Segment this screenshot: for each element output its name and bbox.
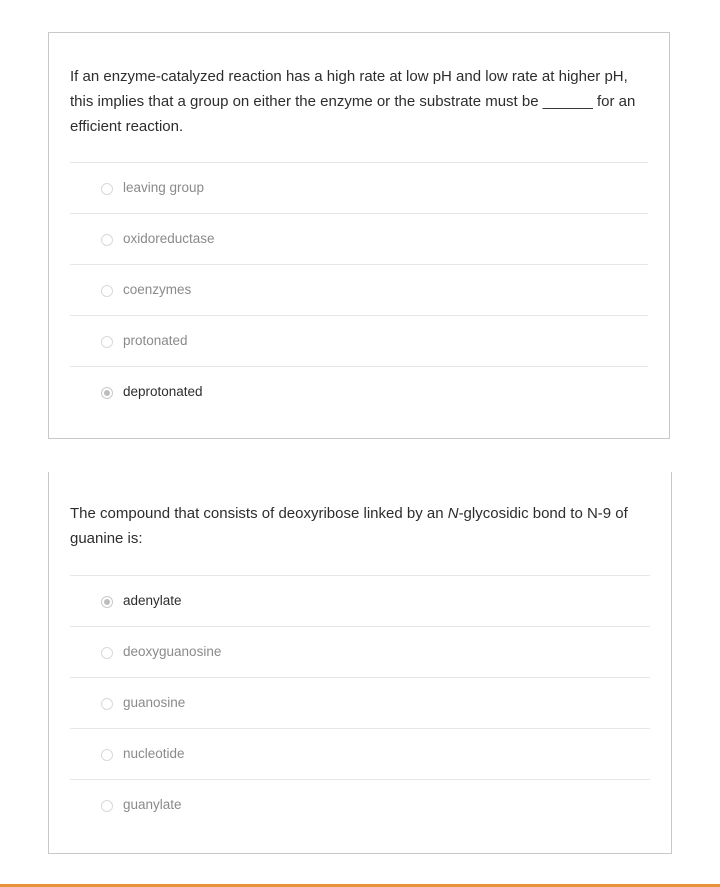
answer-option[interactable] bbox=[70, 213, 648, 264]
question-text: If an enzyme-catalyzed reaction has a high rate at low pH and low rate at higher pH, this implies that a group on either the enzyme or the substrate must be ______ for an efficient reaction. bbox=[70, 68, 636, 135]
radio-button[interactable] bbox=[101, 336, 113, 348]
question-text bbox=[70, 501, 651, 551]
answer-label: coenzymes bbox=[123, 282, 192, 297]
question-card-1 bbox=[48, 32, 670, 439]
question-text-part: -glycosidic bond to N-9 of guanine is: bbox=[70, 505, 628, 547]
answer-option[interactable] bbox=[70, 677, 650, 728]
answer-option-selected[interactable] bbox=[70, 575, 650, 626]
answer-option[interactable] bbox=[70, 264, 648, 315]
answer-option-selected[interactable] bbox=[70, 366, 648, 417]
radio-button[interactable] bbox=[101, 800, 113, 812]
answer-option[interactable] bbox=[70, 779, 650, 830]
answer-label: nucleotide bbox=[123, 746, 185, 761]
radio-button[interactable] bbox=[101, 698, 113, 710]
answer-option[interactable] bbox=[70, 728, 650, 779]
question-text-italic: N bbox=[447, 505, 459, 522]
radio-button[interactable] bbox=[101, 234, 113, 246]
radio-button[interactable] bbox=[101, 647, 113, 659]
answer-label: guanosine bbox=[123, 695, 186, 710]
answer-option[interactable] bbox=[70, 626, 650, 677]
answer-label: deprotonated bbox=[123, 384, 203, 399]
answer-label: oxidoreductase bbox=[123, 231, 215, 246]
answer-label: guanylate bbox=[123, 797, 182, 812]
radio-button[interactable] bbox=[101, 183, 113, 195]
answer-label: protonated bbox=[123, 333, 188, 348]
answer-label: adenylate bbox=[123, 593, 182, 608]
question-card-2 bbox=[48, 472, 672, 854]
radio-button-checked[interactable] bbox=[101, 387, 113, 399]
answer-option[interactable] bbox=[70, 315, 648, 366]
radio-button[interactable] bbox=[101, 285, 113, 297]
answer-option[interactable] bbox=[70, 162, 648, 213]
radio-button[interactable] bbox=[101, 749, 113, 761]
answer-label: deoxyguanosine bbox=[123, 644, 222, 659]
question-text-part: The compound that consists of deoxyribose linked by an bbox=[70, 505, 448, 522]
answer-list bbox=[70, 162, 648, 417]
answer-label: leaving group bbox=[123, 180, 205, 195]
answer-list bbox=[70, 575, 650, 830]
radio-button-checked[interactable] bbox=[101, 596, 113, 608]
